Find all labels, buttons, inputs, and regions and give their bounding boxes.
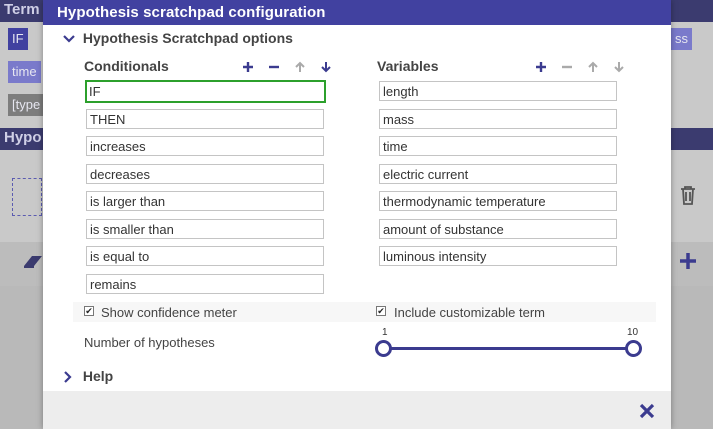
add-variable-button[interactable] (528, 59, 554, 75)
slider-max-handle[interactable] (625, 340, 642, 357)
conditionals-title: Conditionals (84, 58, 169, 74)
arrow-down-icon (613, 61, 625, 73)
close-icon[interactable] (639, 403, 655, 419)
options-section-label: Hypothesis Scratchpad options (82, 30, 293, 46)
variable-input[interactable] (379, 109, 617, 129)
plus-icon (535, 61, 547, 73)
conditional-input[interactable] (86, 164, 324, 184)
remove-conditional-button[interactable] (261, 59, 287, 75)
move-conditional-down-button[interactable] (313, 59, 339, 75)
hypothesis-drop-zone[interactable] (12, 178, 42, 216)
chevron-right-icon (63, 368, 79, 384)
slider-min-handle[interactable] (375, 340, 392, 357)
hypothesis-panel-title: Hypo (4, 129, 42, 146)
eraser-icon[interactable] (22, 253, 44, 276)
add-hypothesis-icon[interactable] (679, 252, 697, 276)
help-label: Help (82, 368, 114, 384)
arrow-down-icon (320, 61, 332, 73)
minus-icon (268, 61, 280, 73)
term-chip[interactable]: ss (671, 28, 692, 50)
include-customizable-term-checkbox[interactable]: ✔ (377, 306, 385, 316)
remove-variable-button[interactable] (554, 59, 580, 75)
arrow-up-icon (294, 61, 306, 73)
variable-input[interactable] (379, 164, 617, 184)
conditionals-toolbar (235, 59, 339, 75)
move-conditional-up-button[interactable] (287, 59, 313, 75)
conditional-input[interactable] (86, 246, 324, 266)
move-variable-up-button[interactable] (580, 59, 606, 75)
variables-title: Variables (377, 58, 439, 74)
conditional-input[interactable] (86, 219, 324, 239)
conditional-input[interactable] (86, 191, 324, 211)
options-section-toggle[interactable] (63, 30, 293, 46)
conditional-input[interactable] (85, 80, 326, 103)
show-confidence-meter-label: Show confidence meter (101, 305, 237, 320)
arrow-up-icon (587, 61, 599, 73)
minus-icon (561, 61, 573, 73)
variable-input[interactable] (379, 219, 617, 239)
slider-min-label: 1 (382, 327, 388, 338)
term-chip[interactable]: time (8, 61, 41, 83)
hypotheses-range-slider[interactable] (383, 347, 633, 350)
term-chip[interactable]: [type (8, 94, 44, 116)
variables-toolbar (528, 59, 632, 75)
number-of-hypotheses-label: Number of hypotheses (84, 335, 215, 350)
variable-input[interactable] (379, 246, 617, 266)
slider-max-label: 10 (627, 327, 639, 338)
show-confidence-meter-checkbox[interactable]: ✔ (85, 306, 93, 316)
trash-icon[interactable] (678, 184, 698, 212)
conditional-input[interactable] (86, 274, 324, 294)
add-conditional-button[interactable] (235, 59, 261, 75)
display-options-row (73, 302, 656, 322)
variable-input[interactable] (379, 136, 617, 156)
variable-input[interactable] (379, 191, 617, 211)
term-chip[interactable]: IF (8, 28, 28, 50)
chevron-down-icon (63, 30, 79, 46)
plus-icon (242, 61, 254, 73)
conditional-input[interactable] (86, 109, 324, 129)
terms-panel-title: Term (4, 1, 40, 18)
variable-input[interactable] (379, 81, 617, 101)
dialog-footer (43, 391, 671, 429)
include-customizable-term-label: Include customizable term (394, 305, 546, 320)
help-section-toggle[interactable] (63, 368, 113, 384)
dialog-title: Hypothesis scratchpad configuration (43, 0, 671, 25)
conditional-input[interactable] (86, 136, 324, 156)
configuration-dialog (43, 0, 671, 429)
move-variable-down-button[interactable] (606, 59, 632, 75)
